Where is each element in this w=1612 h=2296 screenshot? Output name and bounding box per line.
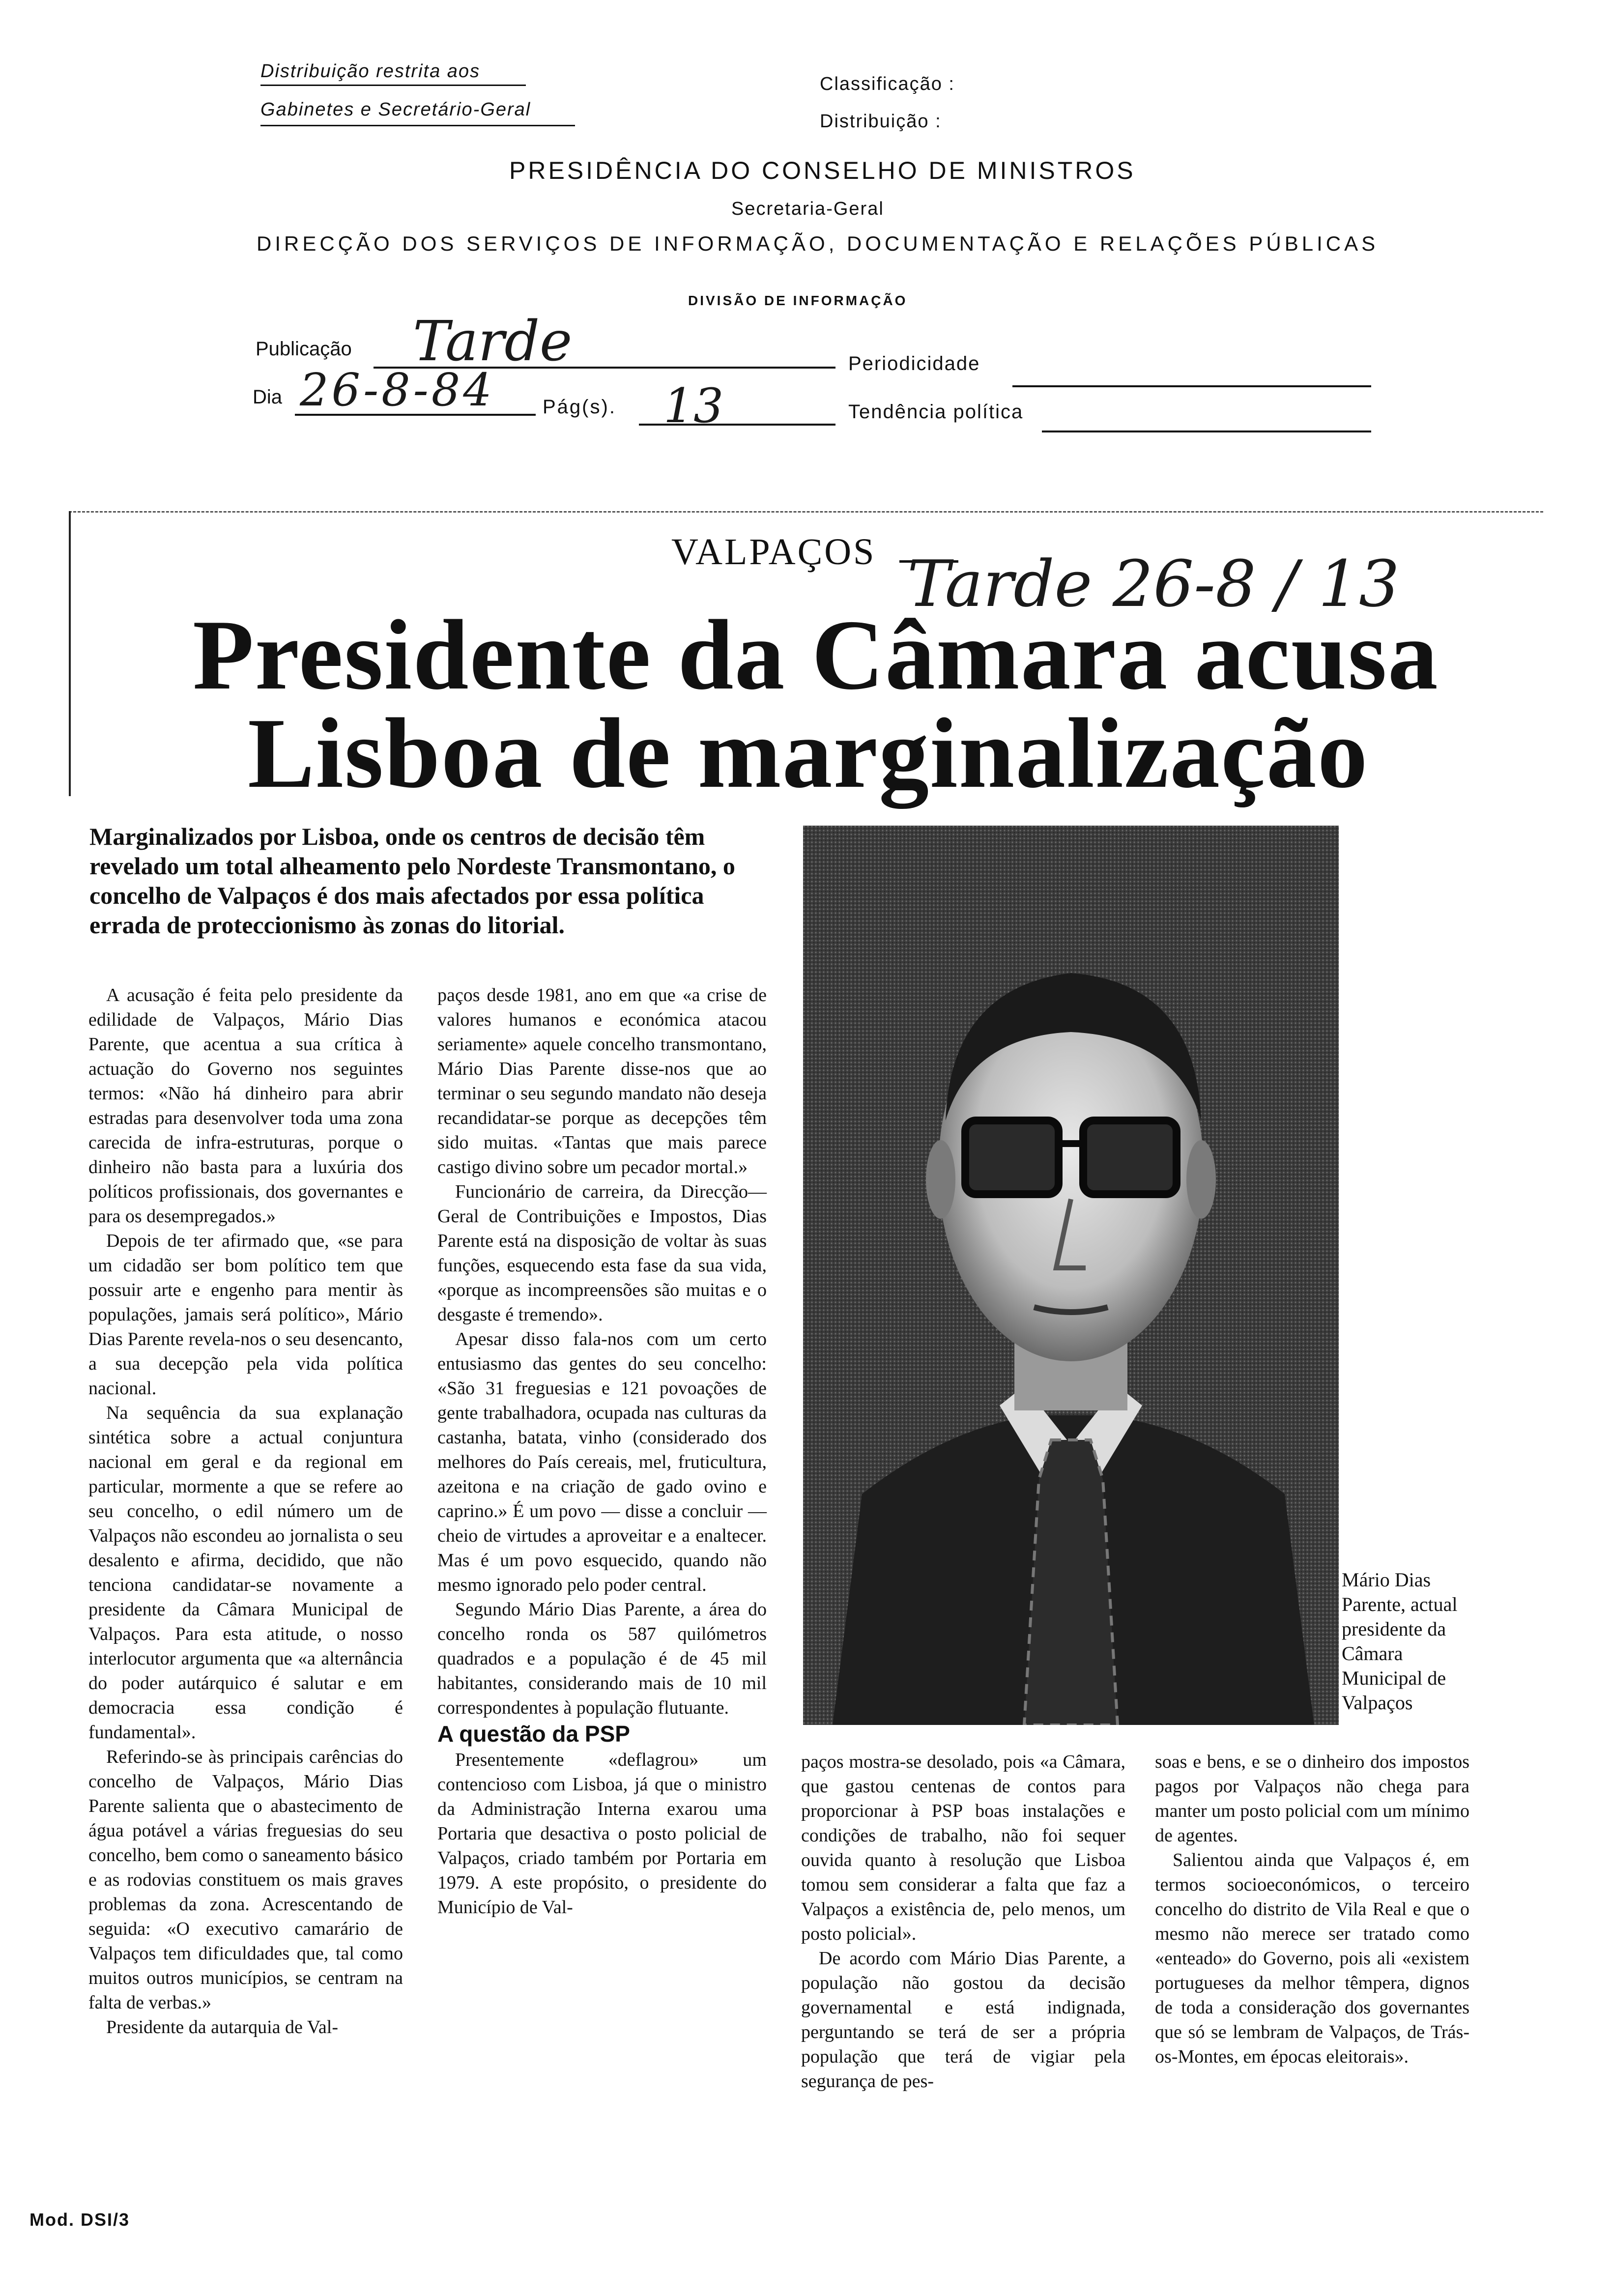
pags-handwritten: 13: [663, 378, 724, 433]
divisao-title: DIVISÃO DE INFORMAÇÃO: [688, 293, 908, 308]
col1-paragraph-5: Presidente da autarquia de Val-: [106, 2017, 339, 2038]
article-column-1: [88, 983, 403, 2039]
clipping-left-edge: [69, 511, 71, 796]
restriction-underline-1: [260, 85, 526, 86]
tendencia-label: Tendência política: [848, 401, 1024, 423]
col1-paragraph-1: A acusação é feita pelo presidente da edilidade de Valpaços, Mário Dias Parente, que acentua a sua crítica à actuação do Governo nos seguintes termos: «Não há dinheiro para abrir estradas para desenvolver toda uma zona carecida de infra-estruturas, porque o dinheiro não basta para a luxúria dos políticos profissionais, dos governantes e para os desempregados.»: [88, 985, 403, 1227]
article-column-2: [437, 983, 767, 1920]
form-code: Mod. DSI/3: [29, 2210, 130, 2230]
tendencia-line: [1042, 430, 1371, 432]
col4-paragraph-1: soas e bens, e se o dinheiro dos impostos pagos por Valpaços não chega para manter um posto policial com um mínimo de agentes.: [1155, 1751, 1469, 1846]
article-column-4: [1155, 1750, 1469, 2069]
handwritten-reference: Tarde 26-8 / 13: [907, 546, 1400, 621]
col3-paragraph-2: De acordo com Mário Dias Parente, a população não gostou da decisão governamental e está indignada, perguntando se terá de ser a própria população que terá de vigiar pela segurança de pes-: [801, 1948, 1125, 2092]
subhead-psp: A questão da PSP: [437, 1721, 630, 1747]
col1-paragraph-2: Depois de ter afirmado que, «se para um cidadão ser bom político tem que possuir arte e engenho para mentir às populações, jamais será político», Mário Dias Parente revela-nos o seu desencanto, a sua decepção pela vida política nacional.: [88, 1231, 403, 1399]
col2-paragraph-3: Apesar disso fala-nos com um certo entusiasmo das gentes do seu concelho: «São 31 freguesias e 121 povoações de gente trabalhadora, ocupada nas culturas da castanha, batata, vinho (considerado dos melhores do País cereais, mel, fruticultura, azeitona e na criação de gado ovino e caprino.» É um povo — disse a concluir — cheio de virtudes a aproveitar e a enaltecer. Mas é um povo esquecido, quando não mesmo ignorado pelo poder central.: [437, 1329, 767, 1595]
portrait-illustration: [803, 826, 1339, 1725]
col1-paragraph-4: Referindo-se às principais carências do concelho de Valpaços, Mário Dias Parente salienta que o abastecimento de água potável a várias freguesias do seu concelho, bem como o saneamento básico e as rodovias constituem os mais graves problemas da zona. Acrescentando de seguida: «O executivo camarário de Valpaços tem dificuldades que, tal como muitos outros municípios, se centram na falta de verbas.»: [88, 1747, 403, 2013]
pags-label: Pág(s).: [543, 396, 616, 418]
col2-paragraph-2: Funcionário de carreira, da Direcção—Geral de Contribuições e Impostos, Dias Parente está na disposição de voltar às suas funções, esquecendo esta fase da sua vida, «porque as incompreensões são muitas e o desgaste é tremendo».: [437, 1181, 767, 1325]
col2-paragraph-5: Presentemente «deflagrou» um contencioso com Lisboa, já que o ministro da Administração Interna exarou uma Portaria que desactiva o posto policial de Valpaços, criado também por Portaria em 1979. A este propósito, o presidente do Município de Val-: [437, 1750, 767, 1918]
article-kicker: VALPAÇOS: [671, 531, 876, 573]
col2-paragraph-4: Segundo Mário Dias Parente, a área do concelho ronda os 587 quilómetros quadrados e a população é de 45 mil habitantes, considerando mais de 10 mil correspondentes à população flutuante.: [437, 1599, 767, 1718]
dia-handwritten: 26-8-84: [300, 364, 495, 416]
publicacao-handwritten: Tarde: [413, 310, 573, 373]
direccao-title: DIRECÇÃO DOS SERVIÇOS DE INFORMAÇÃO, DOCUMENTAÇÃO E RELAÇÕES PÚBLICAS: [257, 232, 1379, 255]
article-column-3: [801, 1750, 1125, 2094]
ministry-title: PRESIDÊNCIA DO CONSELHO DE MINISTROS: [509, 157, 1136, 184]
photo-caption: Mário Dias Parente, actual presidente da Câmara Municipal de Valpaços: [1342, 1569, 1458, 1714]
clipping-top-edge: [69, 511, 1543, 513]
restriction-line2: Gabinetes e Secretário-Geral: [260, 99, 531, 120]
col3-paragraph-1: paços mostra-se desolado, pois «a Câmara, que gastou centenas de contos para proporcionar à PSP boas instalações e condições de trabalho, não foi sequer ouvida quanto à resolução que Lisboa tomou sem considerar a falta que faz a Valpaços a existência de, pelo menos, um posto policial».: [801, 1751, 1125, 1944]
col1-paragraph-3: Na sequência da sua explanação sintética sobre a actual conjuntura nacional em geral e da regional em particular, mormente a que se refere ao seu concelho, o edil número um de Valpaços não escondeu ao jornalista o seu desalento e afirma, decidido, que não tenciona candidatar-se novamente a presidente da Câmara Municipal de Valpaços. Para esta atitude, o nosso interlocutor argumenta que «a alternância do poder autárquico é salutar e em democracia essa condição é fundamental».: [88, 1403, 403, 1743]
classificacao-label: Classificação :: [820, 74, 955, 94]
publicacao-label: Publicação: [256, 338, 352, 360]
distribuicao-label: Distribuição :: [820, 111, 942, 132]
col2-paragraph-1: paços desde 1981, ano em que «a crise de valores humanos e económica atacou seriamente» aquele concelho transmontano, Mário Dias Parente disse-nos que ao terminar o seu segundo mandato não deseja recandidatar-se porque as decepções têm sido muitas. «Tantas que mais parece castigo divino sobre um pecador mortal.»: [437, 985, 767, 1177]
periodicidade-line: [1012, 385, 1371, 387]
restriction-line1: Distribuição restrita aos: [260, 61, 481, 82]
col4-paragraph-2: Salientou ainda que Valpaços é, em termos socioeconómicos, o terceiro concelho do distrito de Vila Real e que o mesmo não merece ser tratado como «enteado» do Governo, pois ali «existem portugueses da melhor têmpera, dignos de toda a consideração dos governantes que só se lembram de Valpaços, de Trás-os-Montes, em épocas eleitorais».: [1155, 1850, 1469, 2067]
lead-paragraph: Marginalizados por Lisboa, onde os centros de decisão têm revelado um total alheamento pelo Nordeste Transmontano, o concelho de Valpaços é dos mais afectados por essa política errada de proteccionismo às zonas do litorial.: [89, 823, 735, 939]
restriction-underline-2: [260, 125, 575, 126]
portrait-photo: [803, 826, 1339, 1725]
headline-line2: Lisboa de marginalização: [248, 698, 1369, 809]
secretaria-geral: Secretaria-Geral: [731, 199, 884, 219]
periodicidade-label: Periodicidade: [848, 353, 980, 374]
dia-label: Dia: [253, 386, 283, 408]
headline-line1: Presidente da Câmara acusa: [193, 600, 1439, 711]
